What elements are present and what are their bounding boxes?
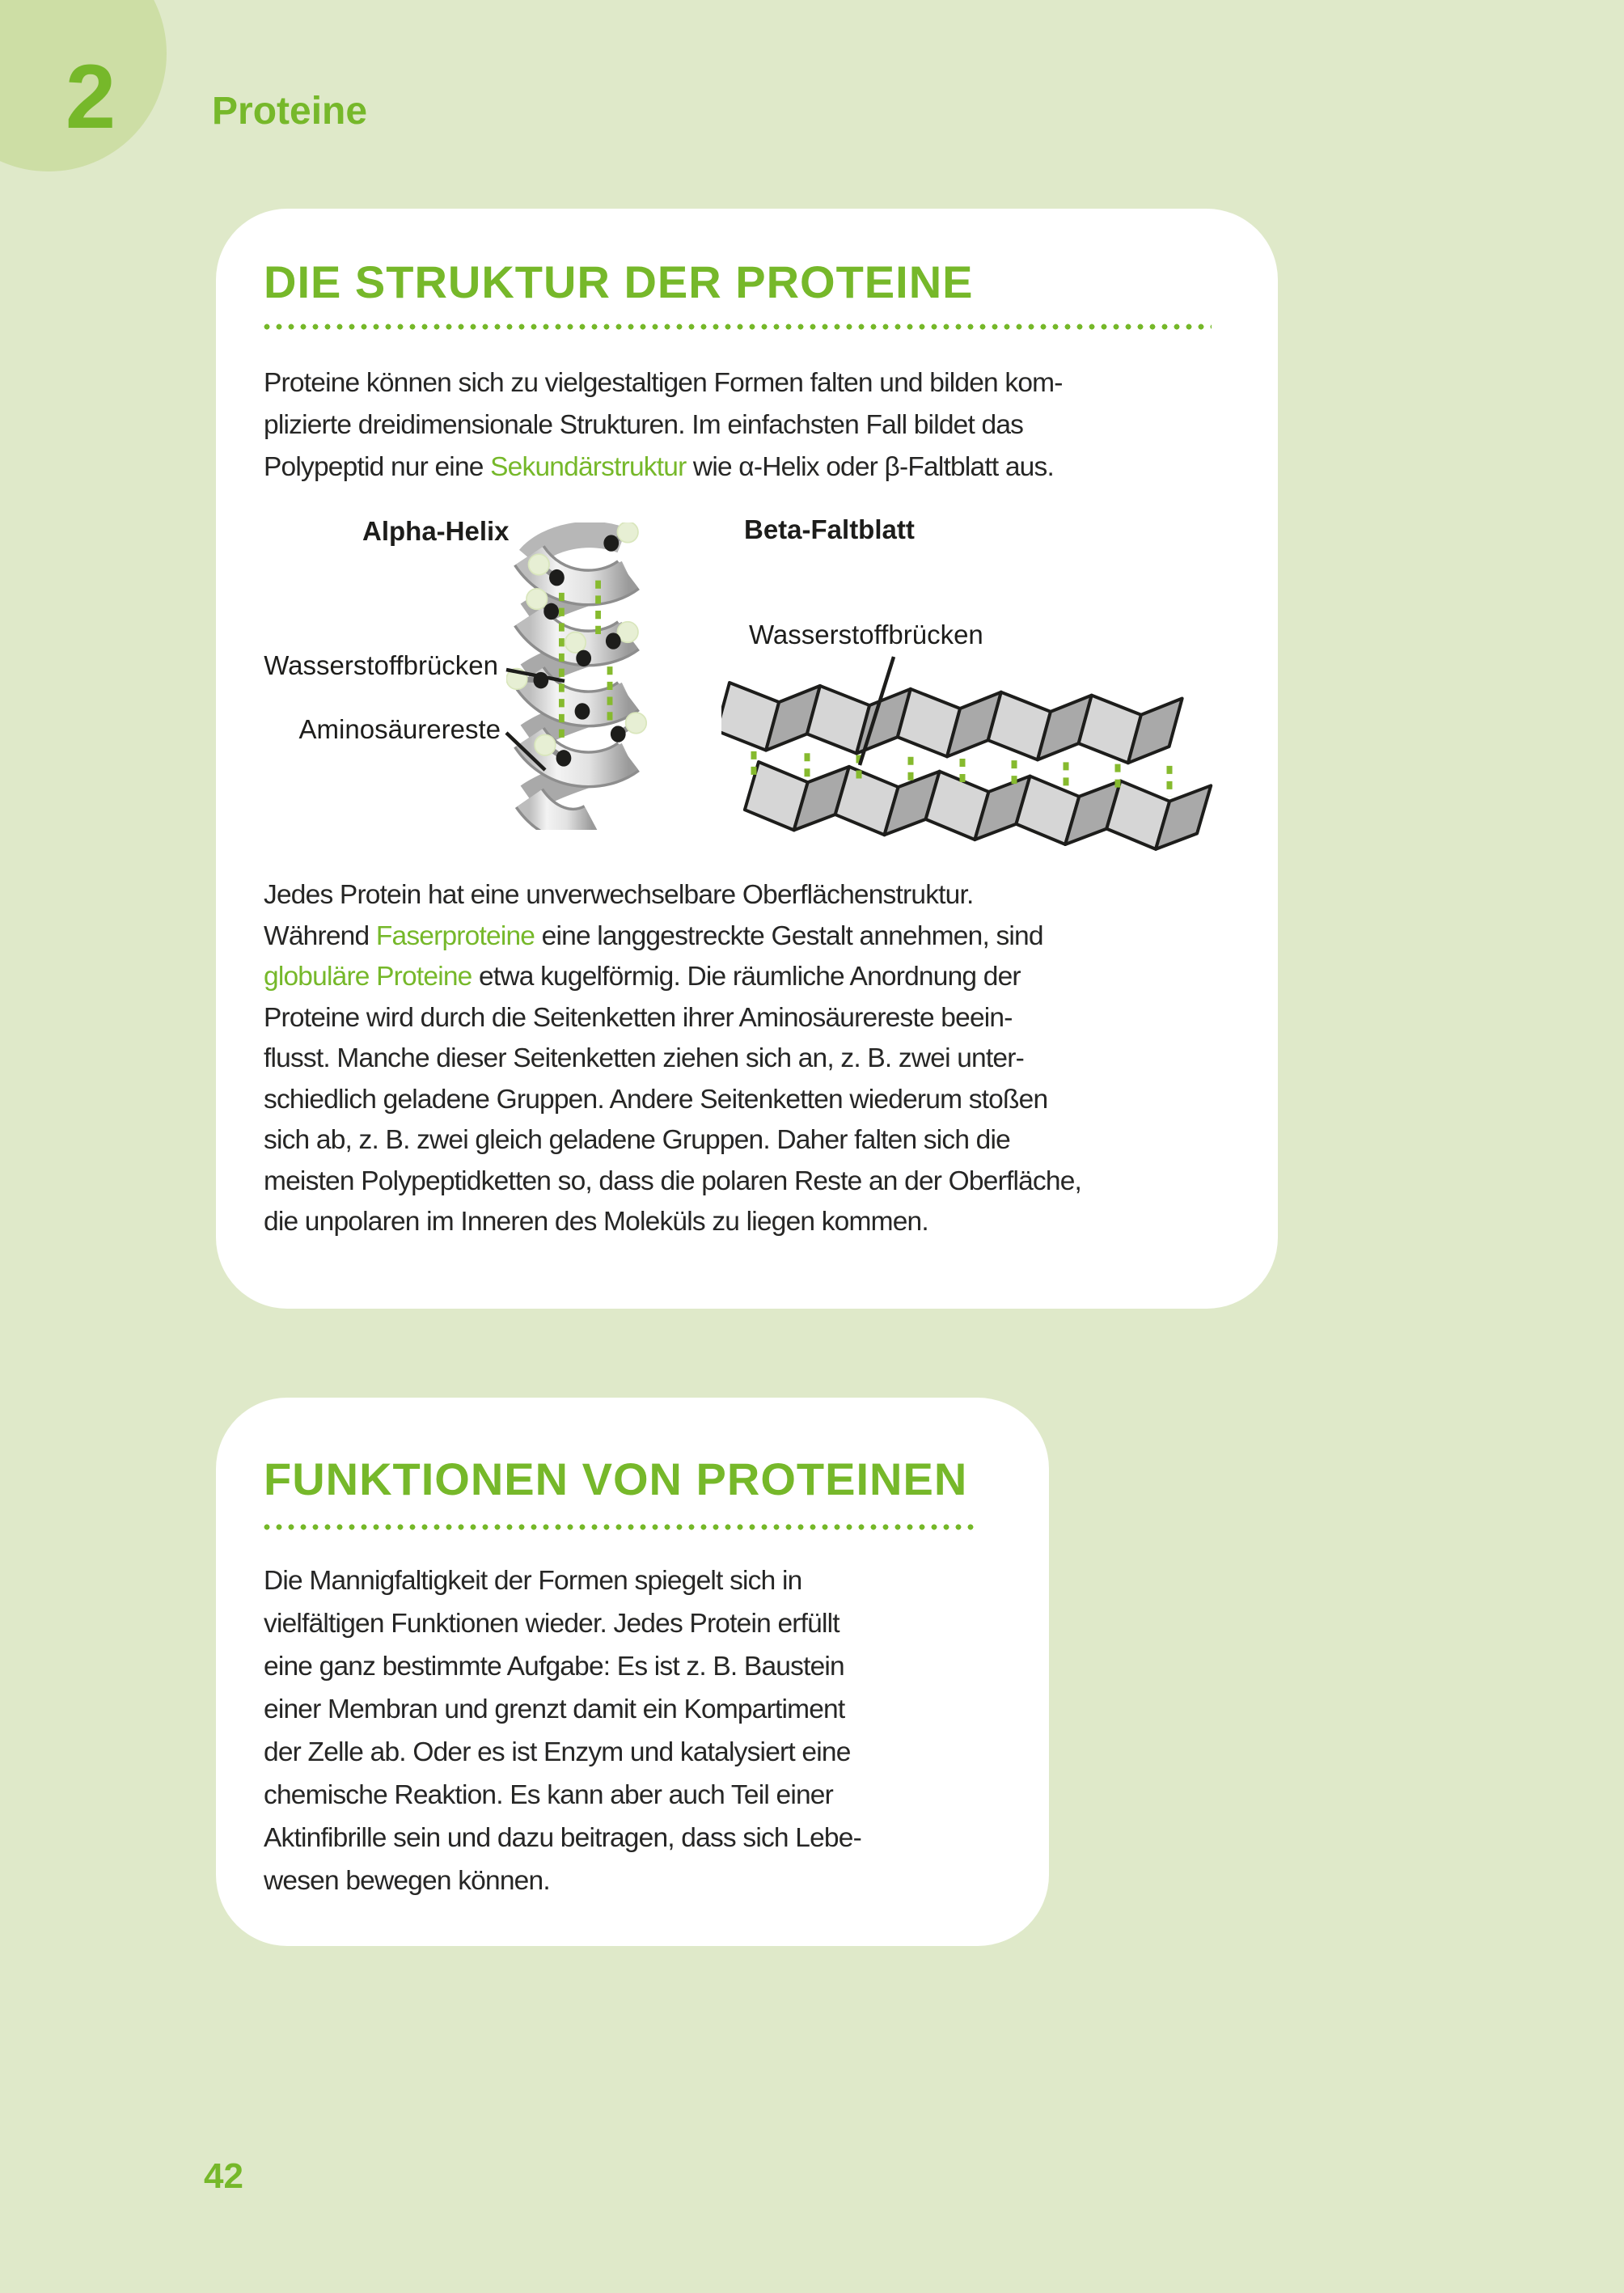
chapter-number: 2 <box>65 46 116 147</box>
text-line: wesen bewegen können. <box>264 1866 550 1896</box>
text-line: meisten Polypeptidketten so, dass die polaren Reste an der Oberfläche, <box>264 1166 1082 1196</box>
hydrogen-bonds-label-left: Wasserstoffbrücken <box>264 650 498 680</box>
text-line: flusst. Manche dieser Seitenketten ziehen sich an, z. B. zwei unter- <box>264 1043 1024 1073</box>
text-line: der Zelle ab. Oder es ist Enzym und katalysiert eine <box>264 1737 851 1767</box>
section-heading: DIE STRUKTUR DER PROTEINE <box>264 256 974 307</box>
text-line: die unpolaren im Inneren des Moleküls zu liegen kommen. <box>264 1207 928 1237</box>
functions-paragraph <box>264 1559 1001 1902</box>
text-line: Aktinfibrille sein und dazu beitragen, dass sich Lebe- <box>264 1823 861 1853</box>
annotation-pointer-lines <box>264 498 1230 870</box>
text-line: vielfältigen Funktionen wieder. Jedes Protein erfüllt <box>264 1609 839 1639</box>
section-card-functions <box>216 1398 1049 1946</box>
chapter-title: Proteine <box>212 90 368 133</box>
dotted-rule <box>264 1524 979 1530</box>
amino-acid-residues-label: Aminosäurereste <box>298 714 501 744</box>
text-line: Die Mannigfaltigkeit der Formen spiegelt sich in <box>264 1566 802 1596</box>
text-line: Jedes Protein hat eine unverwechselbare Oberflächenstruktur. <box>264 880 974 910</box>
dotted-rule <box>264 324 1212 330</box>
text-line: eine ganz bestimmte Aufgabe: Es ist z. B. Baustein <box>264 1652 844 1682</box>
section-card-structure <box>216 209 1278 1309</box>
beta-sheet-title: Beta-Faltblatt <box>744 514 915 544</box>
protein-structure-diagram <box>264 498 1230 870</box>
text-line: sich ab, z. B. zwei gleich geladene Gruppen. Daher falten sich die <box>264 1125 1010 1155</box>
section-heading: FUNKTIONEN VON PROTEINEN <box>264 1453 968 1504</box>
page-number: 42 <box>204 2156 243 2196</box>
alpha-helix-title: Alpha-Helix <box>362 516 510 546</box>
structure-paragraph <box>264 875 1230 1243</box>
text-line: Polypeptid nur eine Sekundärstruktur wie α-Helix oder β-Faltblatt aus. <box>264 452 1054 482</box>
text-line: chemische Reaktion. Es kann aber auch Teil einer <box>264 1780 833 1810</box>
text-line: Während Faserproteine eine langgestreckte Gestalt annehmen, sind <box>264 920 1043 951</box>
text-line: schiedlich geladene Gruppen. Andere Seitenketten wiederum stoßen <box>264 1084 1048 1115</box>
text-line: Proteine können sich zu vielgestaltigen Formen falten und bilden kom- <box>264 368 1063 398</box>
intro-paragraph <box>264 362 1230 489</box>
text-line: globuläre Proteine etwa kugelförmig. Die räumliche Anordnung der <box>264 962 1021 992</box>
hydrogen-bonds-label-right: Wasserstoffbrücken <box>749 620 983 649</box>
text-line: Proteine wird durch die Seitenketten ihrer Aminosäurereste beein- <box>264 1002 1013 1033</box>
text-line: einer Membran und grenzt damit ein Kompartiment <box>264 1694 845 1724</box>
text-line: plizierte dreidimensionale Strukturen. Im einfachsten Fall bildet das <box>264 410 1024 440</box>
